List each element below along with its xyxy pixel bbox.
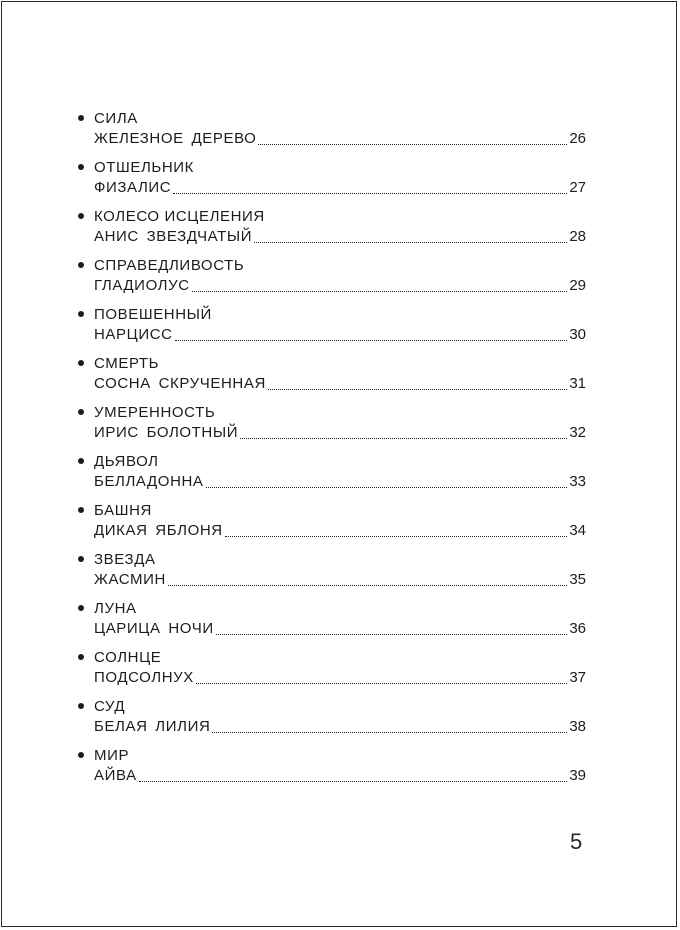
bullet-icon [78,605,84,611]
dot-leader [258,143,567,145]
dot-leader [212,731,567,733]
plant-name: ЦАРИЦА НОЧИ [94,620,214,637]
arcana-title: ЗВЕЗДА [94,551,156,568]
bullet-icon [78,556,84,562]
toc-line [94,473,586,491]
dot-leader [139,780,568,782]
arcana-title: ДЬЯВОЛ [94,453,159,470]
dot-leader [225,535,568,537]
page-ref: 34 [569,522,586,539]
bullet-icon [78,262,84,268]
page-ref: 27 [569,179,586,196]
arcana-title: СМЕРТЬ [94,355,160,372]
plant-name: АНИС ЗВЕЗДЧАТЫЙ [94,228,253,245]
toc-line [94,424,586,442]
bullet-icon [78,115,84,121]
toc-line [94,277,586,295]
plant-name: НАРЦИСС [94,326,173,343]
toc-line [94,767,586,785]
page-ref: 31 [569,375,586,392]
toc-entry[interactable] [78,598,586,647]
dot-leader [168,584,567,586]
plant-name: ЖАСМИН [94,571,166,588]
toc-entry[interactable] [78,402,586,451]
page-ref: 39 [569,767,586,784]
arcana-title: ОТШЕЛЬНИК [94,159,195,176]
arcana-title: ЛУНА [94,600,137,617]
plant-name: ИРИС БОЛОТНЫЙ [94,424,239,441]
arcana-title: ПОВЕШЕННЫЙ [94,306,212,323]
bullet-icon [78,360,84,366]
bullet-icon [78,164,84,170]
toc-entry[interactable] [78,549,586,598]
plant-name: ФИЗАЛИС [94,179,172,196]
toc-line [94,620,586,638]
page-ref: 26 [569,130,586,147]
toc-line [94,130,586,148]
toc-entry[interactable] [78,304,586,353]
toc-line [94,571,586,589]
toc-entry[interactable] [78,745,586,794]
arcana-title: УМЕРЕННОСТЬ [94,404,216,421]
dot-leader [196,682,567,684]
arcana-title: СИЛА [94,110,138,127]
bullet-icon [78,458,84,464]
page-ref: 35 [569,571,586,588]
bullet-icon [78,409,84,415]
toc-line [94,522,586,540]
dot-leader [254,241,567,243]
dot-leader [240,437,567,439]
dot-leader [206,486,568,488]
bullet-icon [78,752,84,758]
table-of-contents [78,108,586,794]
bullet-icon [78,311,84,317]
plant-name: БЕЛЛАДОННА [94,473,204,490]
page-ref: 33 [569,473,586,490]
dot-leader [216,633,568,635]
arcana-title: СПРАВЕДЛИВОСТЬ [94,257,245,274]
toc-line [94,179,586,197]
toc-entry[interactable] [78,157,586,206]
bullet-icon [78,703,84,709]
toc-line [94,375,586,393]
plant-name: БЕЛАЯ ЛИЛИЯ [94,718,211,735]
bullet-icon [78,654,84,660]
page-number: 5 [570,829,583,854]
plant-name: АЙВА [94,767,137,784]
arcana-title: КОЛЕСО ИСЦЕЛЕНИЯ [94,208,265,225]
dot-leader [192,290,568,292]
plant-name: СОСНА СКРУЧЕННАЯ [94,375,266,392]
bullet-icon [78,213,84,219]
plant-name: ПОДСОЛНУХ [94,669,194,686]
toc-entry[interactable] [78,206,586,255]
plant-name: ДИКАЯ ЯБЛОНЯ [94,522,223,539]
arcana-title: СУД [94,698,126,715]
arcana-title: БАШНЯ [94,502,152,519]
toc-entry[interactable] [78,353,586,402]
page-ref: 36 [569,620,586,637]
dot-leader [175,339,568,341]
toc-line [94,669,586,687]
toc-entry[interactable] [78,647,586,696]
arcana-title: МИР [94,747,130,764]
page-ref: 29 [569,277,586,294]
page-ref: 30 [569,326,586,343]
page-ref: 37 [569,669,586,686]
toc-entry[interactable] [78,255,586,304]
toc-line [94,228,586,246]
toc-entry[interactable] [78,696,586,745]
toc-line [94,718,586,736]
page-ref: 32 [569,424,586,441]
dot-leader [268,388,567,390]
arcana-title: СОЛНЦЕ [94,649,162,666]
toc-entry[interactable] [78,108,586,157]
plant-name: ГЛАДИОЛУС [94,277,190,294]
toc-entry[interactable] [78,500,586,549]
page-ref: 28 [569,228,586,245]
dot-leader [173,192,567,194]
bullet-icon [78,507,84,513]
plant-name: ЖЕЛЕЗНОЕ ДЕРЕВО [94,130,257,147]
page-ref: 38 [569,718,586,735]
toc-line [94,326,586,344]
toc-entry[interactable] [78,451,586,500]
